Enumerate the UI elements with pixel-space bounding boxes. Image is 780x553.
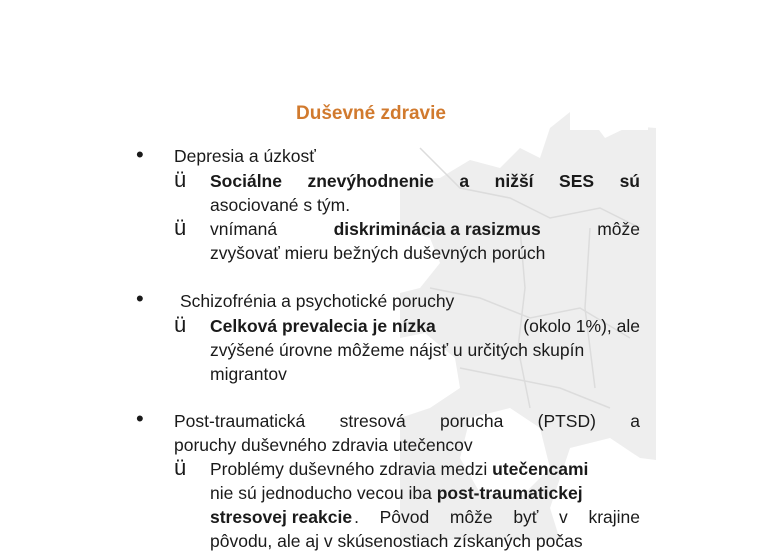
point-prevalence-line1 bbox=[210, 314, 640, 338]
point-discrimination-text-b: diskriminácia a rasizmus bbox=[333, 219, 541, 239]
bullet-ptsd: • bbox=[136, 406, 144, 431]
heading-ptsd-line2: poruchy duševného zdravia utečencov bbox=[174, 435, 473, 455]
slide-title: Duševné zdravie bbox=[296, 103, 446, 124]
point-refugees-line1 bbox=[210, 457, 588, 481]
point-refugees-text-d: post-traumatickej bbox=[436, 483, 583, 503]
point-refugees-line4: pôvodu, ale aj v skúsenostiach získaných počas bbox=[210, 531, 583, 551]
point-prevalence-line2: zvýšené úrovne môžeme nájsť u určitých skupín bbox=[210, 340, 585, 360]
point-prevalence-text-a: Celková prevalecia je nízka bbox=[210, 316, 436, 336]
check-icon: ü bbox=[174, 167, 187, 192]
point-social-disadvantage-line2: asociované s tým. bbox=[210, 195, 351, 215]
point-refugees-text-e: stresovej reakcie bbox=[210, 507, 353, 527]
heading-depression: Depresia a úzkosť bbox=[174, 146, 316, 166]
check-icon: ü bbox=[174, 312, 187, 337]
bullet-depression: • bbox=[136, 142, 144, 167]
point-discrimination-line2: zvyšovať mieru bežných duševných porúch bbox=[210, 243, 546, 263]
point-discrimination-text-a: vnímaná bbox=[210, 219, 278, 239]
point-refugees-text-f: . Pôvod môže byť v krajine bbox=[354, 507, 640, 527]
point-prevalence-text-b: (okolo 1%), ale bbox=[523, 316, 640, 336]
check-icon: ü bbox=[174, 215, 187, 240]
point-refugees-text-b: utečencami bbox=[492, 459, 589, 479]
point-social-disadvantage-line1: Sociálne znevýhodnenie a nižší SES sú bbox=[210, 171, 640, 191]
point-discrimination-line1 bbox=[210, 217, 640, 241]
point-discrimination-text-c: môže bbox=[597, 219, 640, 239]
heading-ptsd-line1: Post-traumatická stresová porucha (PTSD) a bbox=[174, 411, 640, 431]
point-refugees-text-c: nie sú jednoducho vecou iba bbox=[210, 483, 432, 503]
point-refugees-line2 bbox=[210, 481, 583, 505]
point-refugees-line3 bbox=[210, 505, 640, 529]
point-refugees-text-a: Problémy duševného zdravia medzi bbox=[210, 459, 488, 479]
check-icon: ü bbox=[174, 455, 187, 480]
heading-schizophrenia: Schizofrénia a psychotické poruchy bbox=[180, 291, 455, 311]
point-prevalence-line3: migrantov bbox=[210, 364, 287, 384]
bullet-schizophrenia: • bbox=[136, 286, 144, 311]
